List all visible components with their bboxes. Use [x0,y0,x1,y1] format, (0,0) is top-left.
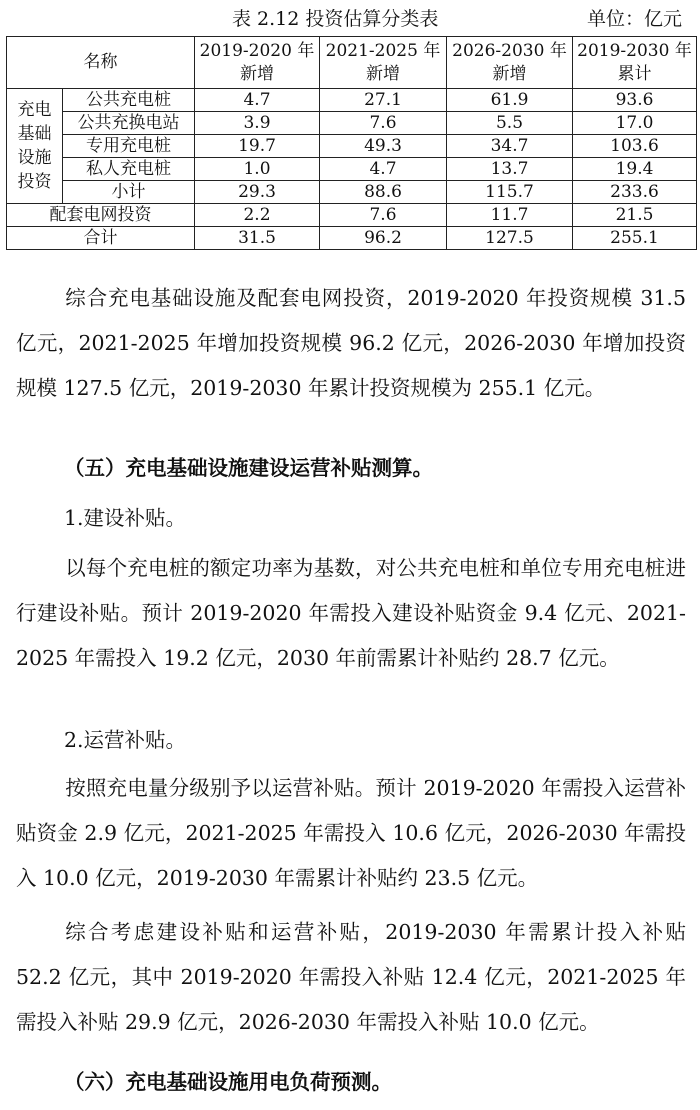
paragraph-investment-summary: 综合充电基础设施及配套电网投资，2019-2020 年投资规模 31.5 亿元，2021-2025 年增加投资规模 96.2 亿元，2026-2030 年增加投资规模 127.5 亿元，2019-2030 年累计投资规模为 255.1 亿元。 [16,286,686,400]
cell-value: 93.6 [573,89,697,112]
cell-value: 7.6 [320,112,447,135]
cell-value: 21.5 [573,204,697,227]
heading-load-forecast: （六）充电基础设施用电负荷预测。 [64,1070,392,1094]
cell-value: 17.0 [573,112,697,135]
paragraph-construction-subsidy: 以每个充电桩的额定功率为基数，对公共充电桩和单位专用充电桩进行建设补贴。预计 2019-2020 年需投入建设补贴资金 9.4 亿元、2021-2025 年需投入 19.2 亿元，2030 年前需累计补贴约 28.7 亿元。 [16,556,686,670]
cell-value: 49.3 [320,135,447,158]
cell-value: 7.6 [320,204,447,227]
cell-value: 19.7 [195,135,320,158]
investment-table [6,36,697,250]
table-unit: 单位：亿元 [586,8,682,30]
row-name: 专用充电桩 [63,135,195,158]
table-row-subtotal [7,181,697,204]
header-col1: 2019-2020 年 新增 [195,37,320,89]
row-name: 小计 [63,181,195,204]
cell-value: 4.7 [320,158,447,181]
cell-value: 96.2 [320,227,447,250]
table-title: 表 2.12 投资估算分类表 [232,8,439,30]
cell-value: 11.7 [447,204,573,227]
table-row [7,112,697,135]
cell-value: 34.7 [447,135,573,158]
subheading-construction-subsidy: 1.建设补贴。 [64,506,187,530]
table-row [7,89,697,112]
cell-value: 233.6 [573,181,697,204]
table-caption [0,6,700,32]
cell-value: 88.6 [320,181,447,204]
table-row [7,135,697,158]
group-label-charging-infrastructure: 充电 基础 设施 投资 [7,89,63,204]
cell-value: 31.5 [195,227,320,250]
row-name: 合计 [7,227,195,250]
row-name: 公共充电桩 [63,89,195,112]
paragraph-total-subsidy: 综合考虑建设补贴和运营补贴，2019-2030 年需累计投入补贴 52.2 亿元，其中 2019-2020 年需投入补贴 12.4 亿元，2021-2025 年需投入补贴 29.9 亿元，2026-2030 年需投入补贴 10.0 亿元。 [16,920,686,1034]
table-row [7,158,697,181]
cell-value: 2.2 [195,204,320,227]
paragraph-operation-subsidy: 按照充电量分级别予以运营补贴。预计 2019-2020 年需投入运营补贴资金 2.9 亿元，2021-2025 年需投入 10.6 亿元，2026-2030 年需投入 10.0 亿元，2019-2030 年需累计补贴约 23.5 亿元。 [16,776,686,890]
cell-value: 103.6 [573,135,697,158]
cell-value: 4.7 [195,89,320,112]
cell-value: 13.7 [447,158,573,181]
table-row-total [7,227,697,250]
cell-value: 1.0 [195,158,320,181]
cell-value: 29.3 [195,181,320,204]
row-name: 私人充电桩 [63,158,195,181]
table-header-row [7,37,697,89]
table-row-grid [7,204,697,227]
cell-value: 255.1 [573,227,697,250]
cell-value: 115.7 [447,181,573,204]
row-name: 公共充换电站 [63,112,195,135]
cell-value: 61.9 [447,89,573,112]
cell-value: 19.4 [573,158,697,181]
header-col2: 2021-2025 年 新增 [320,37,447,89]
cell-value: 3.9 [195,112,320,135]
subheading-operation-subsidy: 2.运营补贴。 [64,728,187,752]
heading-subsidy-estimate: （五）充电基础设施建设运营补贴测算。 [64,456,433,480]
header-col4: 2019-2030 年 累计 [573,37,697,89]
header-col3: 2026-2030 年 新增 [447,37,573,89]
cell-value: 5.5 [447,112,573,135]
cell-value: 27.1 [320,89,447,112]
row-name: 配套电网投资 [7,204,195,227]
header-name: 名称 [7,37,195,89]
cell-value: 127.5 [447,227,573,250]
